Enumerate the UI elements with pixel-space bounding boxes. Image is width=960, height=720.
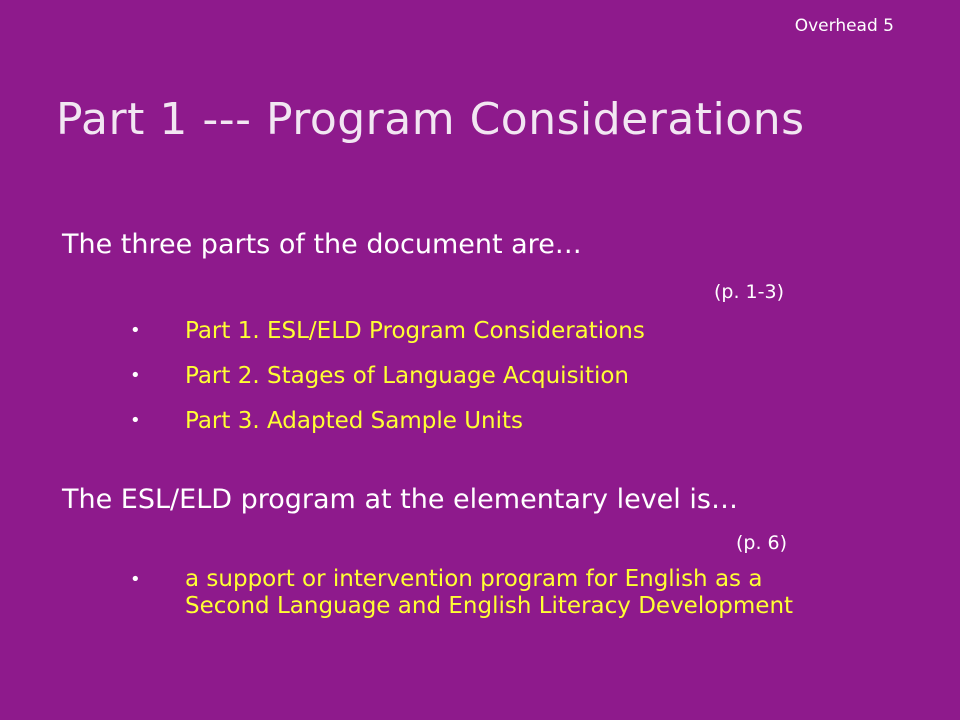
bullet-icon: • [130, 320, 141, 341]
bullet-icon: • [130, 365, 141, 386]
section-two-list [0, 566, 805, 620]
bullet-icon: • [130, 569, 141, 590]
section-one-page-ref: (p. 1-3) [714, 281, 784, 303]
list-item [0, 318, 645, 363]
list-item-text: Part 2. Stages of Language Acquisition [185, 363, 629, 389]
bullet-icon: • [130, 410, 141, 431]
slide-title: Part 1 --- Program Considerations [56, 94, 805, 145]
list-item [0, 363, 645, 408]
list-item [0, 566, 805, 620]
section-one-heading: The three parts of the document are… [62, 229, 582, 260]
section-two-page-ref: (p. 6) [736, 532, 788, 554]
overhead-label: Overhead 5 [794, 16, 894, 36]
section-two-heading: The ESL/ELD program at the elementary level is… [62, 484, 738, 515]
list-item-text: Part 1. ESL/ELD Program Considerations [185, 318, 645, 344]
list-item [0, 408, 645, 453]
list-item-text: Part 3. Adapted Sample Units [185, 408, 524, 434]
section-one-list [0, 318, 645, 453]
list-item-text: a support or intervention program for English as a Second Language and English Literacy Development [185, 566, 794, 619]
